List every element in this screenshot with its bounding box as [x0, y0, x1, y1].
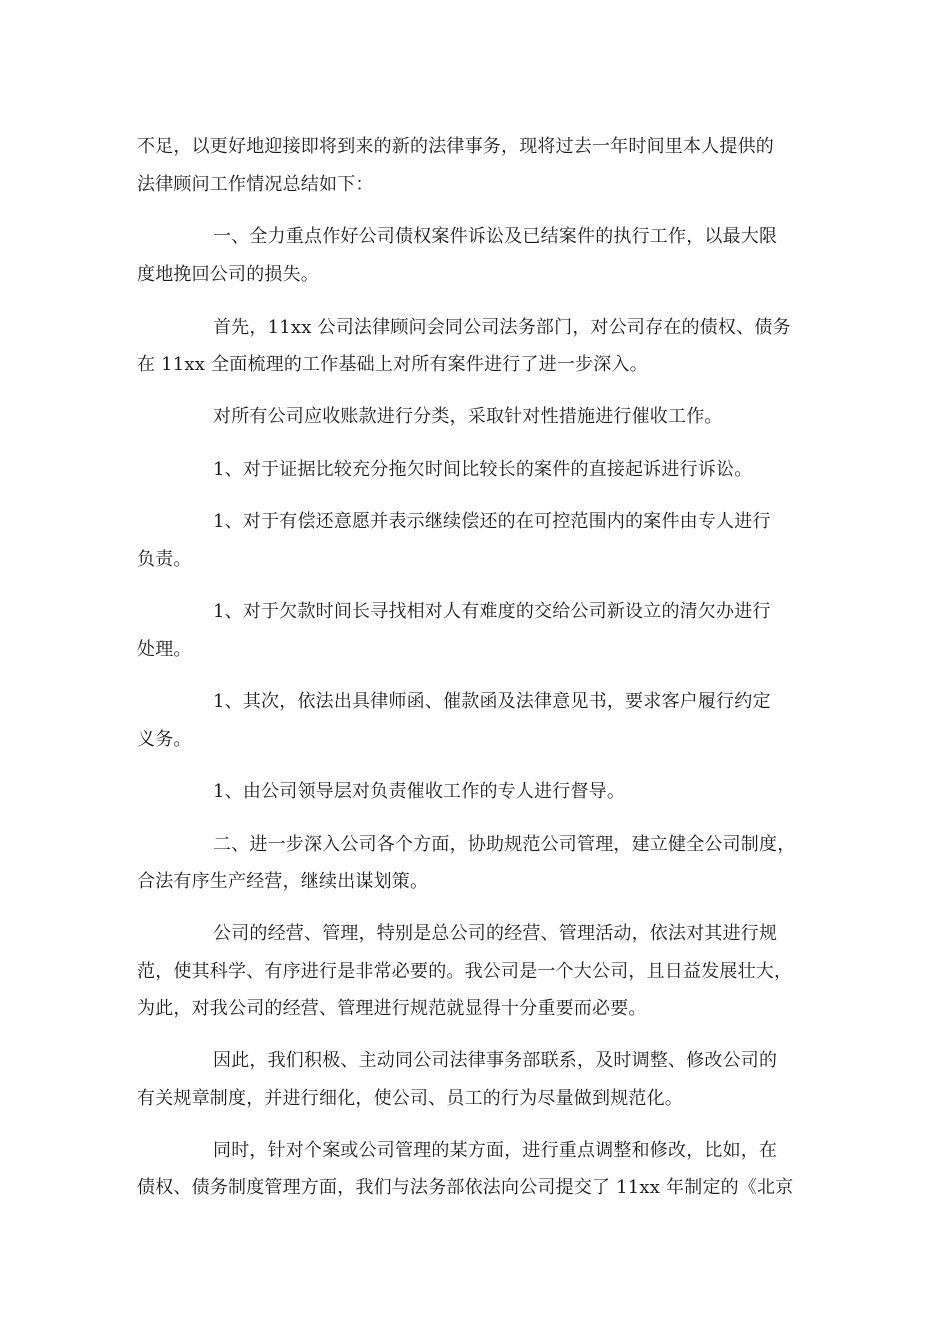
section-heading-line: 二、进一步深入公司各个方面，协助规范公司管理，建立健全公司制度， — [213, 834, 796, 855]
list-item-line: 1、其次，依法出具律师函、催款函及法律意见书，要求客户履行约定 — [213, 691, 771, 712]
paragraph-line: 公司的经营、管理，特别是总公司的经营、管理活动，依法对其进行规 — [213, 923, 778, 944]
paragraph-line: 有关规章制度，并进行细化，使公司、员工的行为尽量做到规范化。 — [137, 1088, 683, 1109]
list-item-line: 1、对于证据比较充分拖欠时间比较长的案件的直接起诉进行诉讼。 — [213, 459, 753, 480]
paragraph-line: 同时，针对个案或公司管理的某方面，进行重点调整和修改，比如，在 — [213, 1140, 778, 1161]
list-item-line: 1、对于欠款时间长寻找相对人有难度的交给公司新设立的清欠办进行 — [213, 601, 771, 622]
paragraph-line: 在 11xx 全面梳理的工作基础上对所有案件进行了进一步深入。 — [137, 354, 648, 375]
paragraph-line: 债权、债务制度管理方面，我们与法务部依法向公司提交了 11xx 年制定的《北京 — [137, 1177, 794, 1198]
paragraph-line: 因此，我们积极、主动同公司法律事务部联系，及时调整、修改公司的 — [213, 1050, 778, 1071]
paragraph-line: 对所有公司应收账款进行分类，采取针对性措施进行催收工作。 — [213, 406, 723, 427]
paragraph-line: 范，使其科学、有序进行是非常必要的。我公司是一个大公司，且日益发展壮大， — [137, 961, 793, 982]
list-item-line: 义务。 — [137, 729, 192, 750]
list-item-line: 1、对于有偿还意愿并表示继续偿还的在可控范围内的案件由专人进行 — [213, 511, 771, 532]
paragraph-line: 首先，11xx 公司法律顾问会同公司法务部门，对公司存在的债权、债务 — [213, 317, 791, 338]
list-item-line: 处理。 — [137, 639, 192, 660]
list-item-line: 1、由公司领导层对负责催收工作的专人进行督导。 — [213, 781, 626, 802]
section-heading-line: 合法有序生产经营，继续出谋划策。 — [137, 871, 429, 892]
paragraph-line: 法律顾问工作情况总结如下： — [137, 174, 374, 195]
paragraph-line: 为此，对我公司的经营、管理进行规范就显得十分重要而必要。 — [137, 998, 647, 1019]
section-heading-line: 一、全力重点作好公司债权案件诉讼及已结案件的执行工作，以最大限 — [213, 226, 778, 247]
paragraph-line: 不足，以更好地迎接即将到来的新的法律事务，现将过去一年时间里本人提供的 — [137, 136, 774, 157]
section-heading-line: 度地挽回公司的损失。 — [137, 264, 319, 285]
list-item-line: 负责。 — [137, 549, 192, 570]
